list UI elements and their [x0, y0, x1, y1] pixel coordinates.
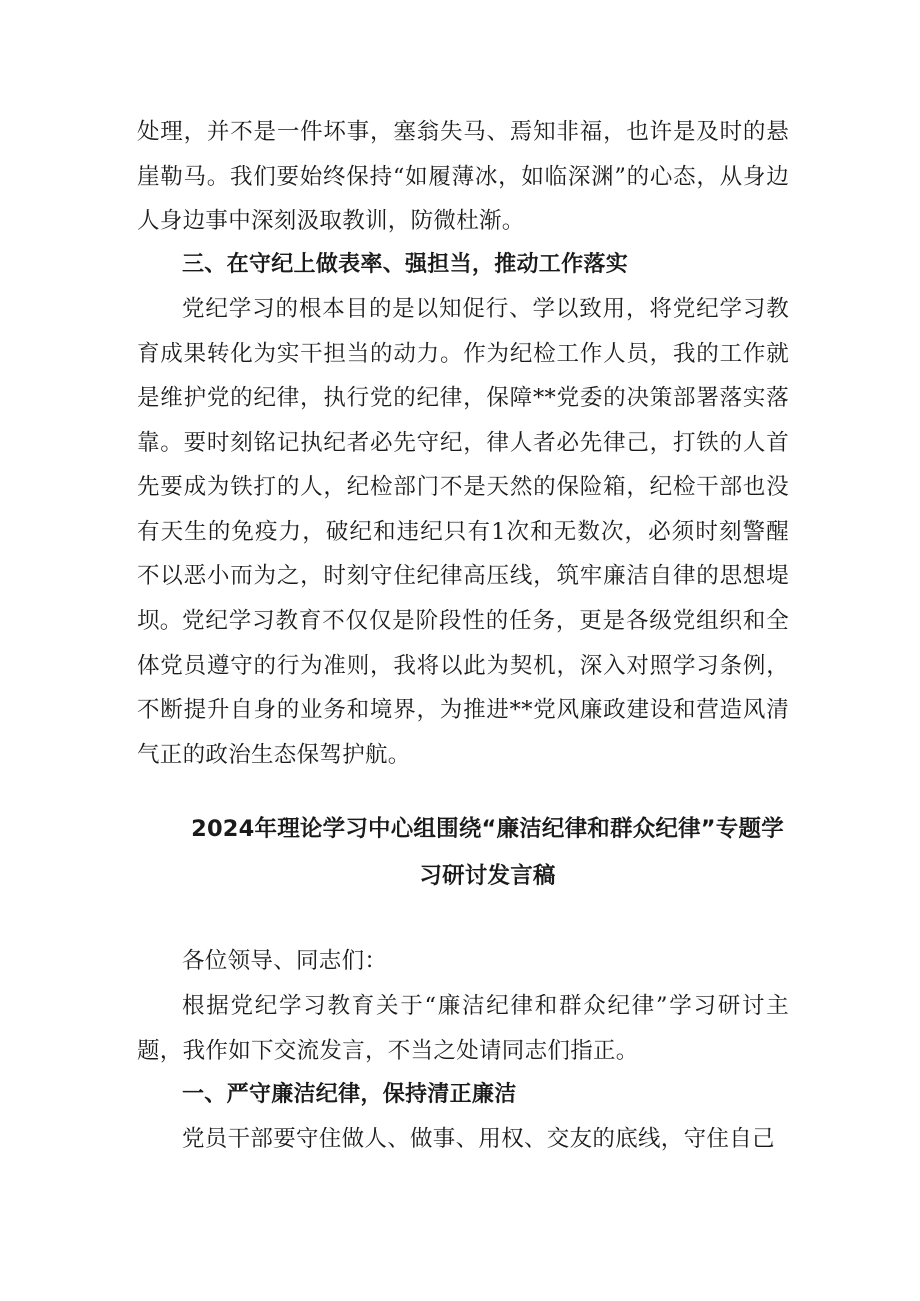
- intro-paragraph: 根据党纪学习教育关于“廉洁纪律和群众纪律”学习研讨主题，我作如下交流发言，不当之处请同志们指正。: [137, 993, 789, 1064]
- section-three-heading: 三、在守纪上做表率、强担当，推动工作落实: [182, 252, 629, 277]
- section-three-paragraph-2: 党纪学习教育不仅仅是阶段性的任务，更是各级党组织和全体党员遵守的行为准则，我将以此为契机，深入对照学习条例，不断提升自身的业务和境界，为推进**党风廉政建设和营造风清气正的政治生态保驾护航。: [137, 608, 789, 768]
- salutation: 各位领导、同志们：: [182, 948, 388, 974]
- document-title: 2024年理论学习中心组围绕“廉洁纪律和群众纪律”专题学习研讨发言稿: [191, 816, 784, 889]
- section-three-paragraph-1: 党纪学习的根本目的是以知促行、学以致用，将党纪学习教育成果转化为实干担当的动力。作为纪检工作人员，我的工作就是维护党的纪律，执行党的纪律，保障**党委的决策部署落实落靠。要时刻铭记执纪者必先守纪，律人者必先律己，打铁的人首先要成为铁打的人，纪检部门不是天然的保险箱，纪检干部也没有天生的免疫力，破纪和违纪只有1次和无数次，必须时刻警醒不以恶小而为之，时刻守住纪律高压线，筑牢廉洁自律的思想堤坝。: [137, 296, 789, 634]
- continuation-paragraph: 处理，并不是一件坏事，塞翁失马、焉知非福，也许是及时的悬崖勒马。我们要始终保持“如履薄冰，如临深渊”的心态，从身边人身边事中深刻汲取教训，防微杜渐。: [137, 119, 789, 234]
- section-one-heading: 一、严守廉洁纪律，保持清正廉洁: [182, 1082, 517, 1107]
- section-one-paragraph: 党员干部要守住做人、做事、用权、交友的底线，守住自己: [182, 1126, 775, 1152]
